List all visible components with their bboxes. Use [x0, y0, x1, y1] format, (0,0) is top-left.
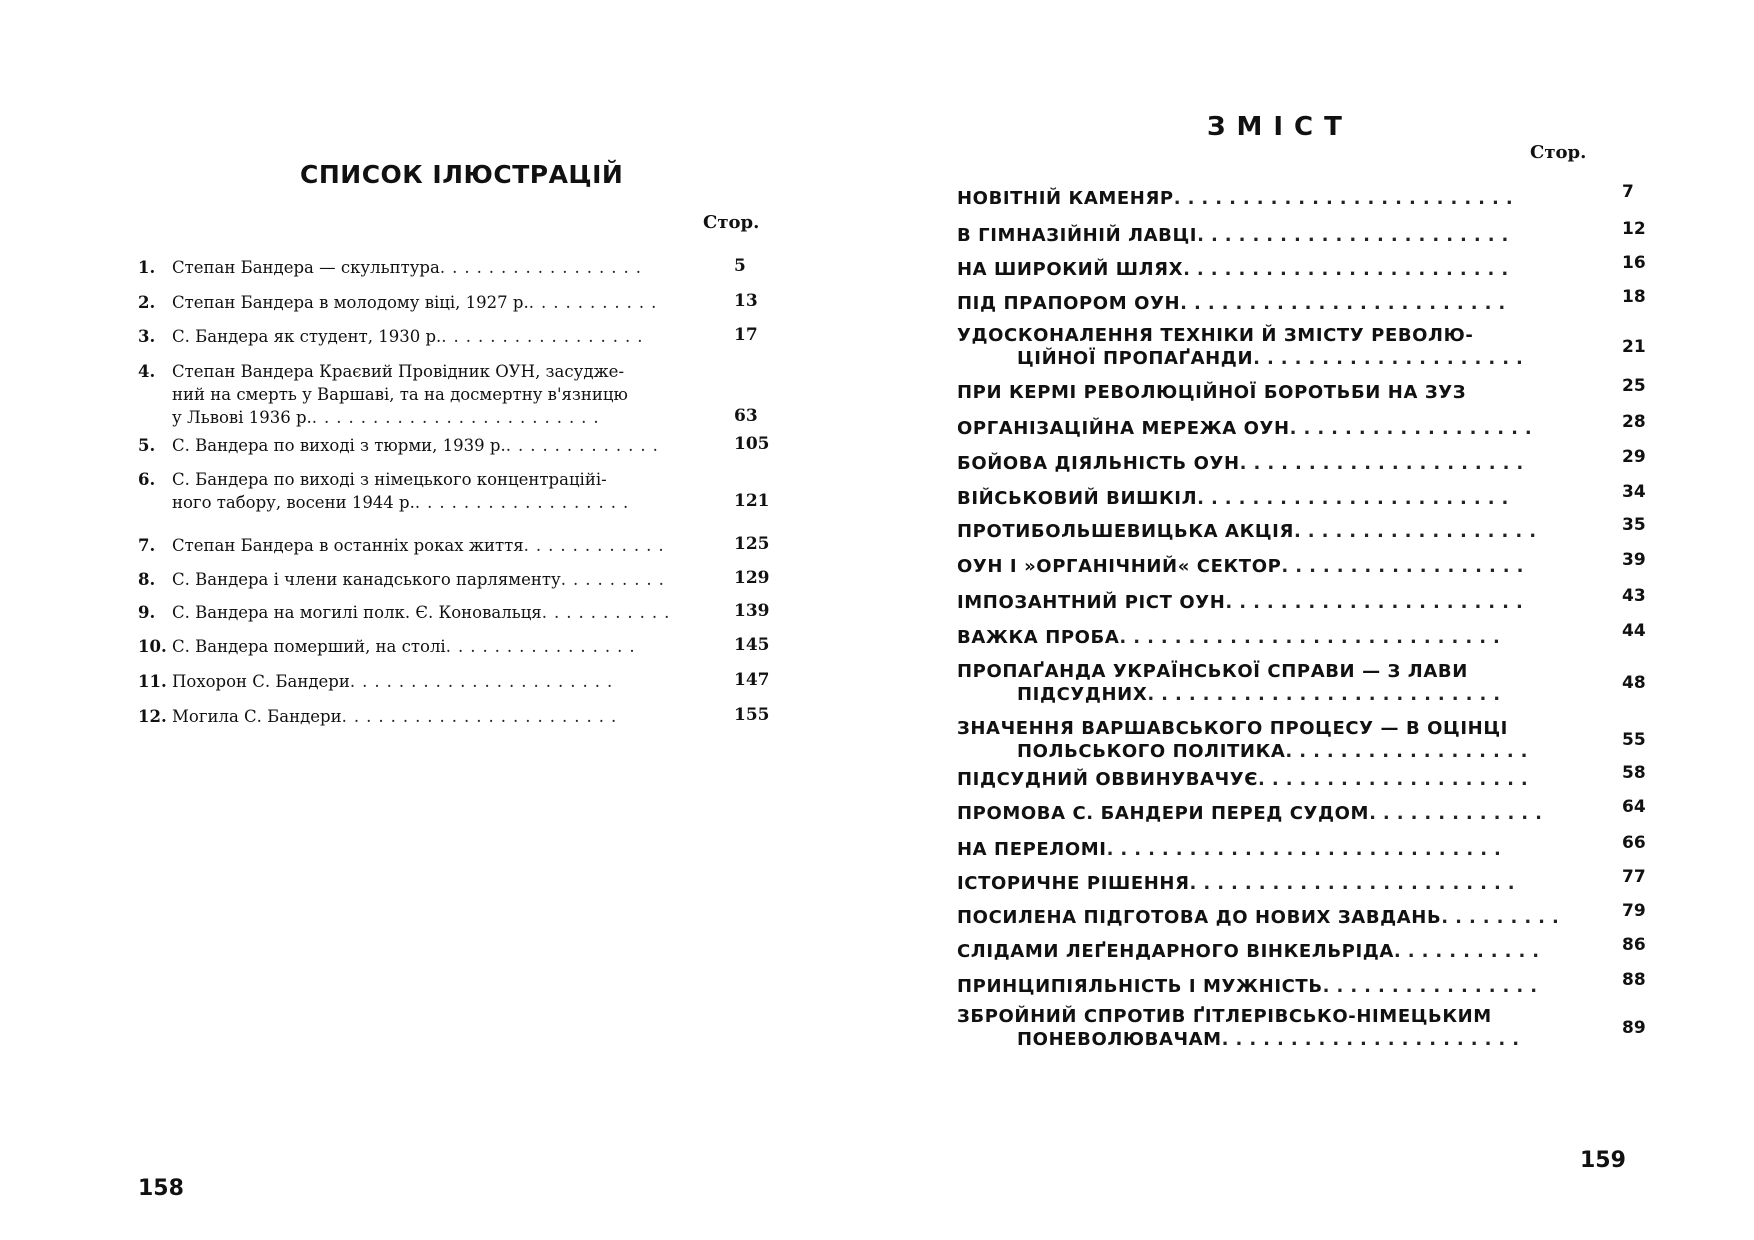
dot-leader: ........................ — [311, 408, 606, 427]
item-page-number: 79 — [1622, 901, 1646, 921]
dot-leader: .......................... — [1147, 684, 1508, 705]
item-page-number: 35 — [1622, 515, 1646, 535]
item-number: 3. — [138, 327, 156, 346]
item-page-number: 77 — [1622, 867, 1646, 887]
dot-leader: ...................... — [1225, 592, 1530, 613]
dot-leader: ................. — [441, 327, 650, 346]
item-title-line: ЗБРОЙНИЙ СПРОТИВ ҐІТЛЕРІВСЬКО-НІМЕЦЬКИМ — [957, 1006, 1492, 1027]
dot-leader: .................. — [1289, 418, 1539, 439]
item-title-line: УДОСКОНАЛЕННЯ ТЕХНІКИ Й ЗМІСТУ РЕВОЛЮ- — [957, 325, 1474, 346]
dot-leader: ......................... — [1173, 188, 1520, 209]
item-title-line: ПОСИЛЕНА ПІДГОТОВА ДО НОВИХ ЗАВДАНЬ......... — [957, 907, 1566, 928]
item-page-number: 7 — [1622, 182, 1634, 202]
dot-leader: .................. — [414, 493, 636, 512]
item-title-line: ПІДСУДНИХ.......................... — [1017, 684, 1508, 705]
item-number: 8. — [138, 570, 156, 589]
item-title-line: ний на смерть у Варшаві, та на досмертну в'язницю — [172, 385, 628, 404]
item-title-line: ВІЙСЬКОВИЙ ВИШКІЛ....................... — [957, 488, 1516, 509]
item-page-number: 55 — [1622, 729, 1646, 750]
item-title-line: В ГІМНАЗІЙНІЙ ЛАВЦІ....................... — [957, 225, 1516, 246]
dot-leader: ......... — [1441, 907, 1566, 928]
dot-leader: .................... — [1258, 769, 1535, 790]
item-page-number: 129 — [734, 568, 770, 588]
dot-leader: ......... — [560, 570, 671, 589]
page-number: 158 — [138, 1176, 184, 1201]
item-title-line: Степан Бандера — скульптура................. — [172, 258, 648, 277]
item-page-number: 34 — [1622, 482, 1646, 502]
item-page-number: 64 — [1622, 797, 1646, 817]
item-title-line: ІСТОРИЧНЕ РІШЕННЯ........................ — [957, 873, 1522, 894]
item-page-number: 17 — [734, 325, 758, 345]
item-title-line: С. Бандера як студент, 1930 р.................. — [172, 327, 650, 346]
item-title-line: ПРИНЦИПІЯЛЬНІСТЬ І МУЖНІСТЬ................ — [957, 976, 1545, 997]
dot-leader: .................. — [1281, 556, 1531, 577]
item-title-line: ПРОПАҐАНДА УКРАЇНСЬКОЇ СПРАВИ — З ЛАВИ — [957, 661, 1468, 682]
dot-leader: .................... — [1253, 348, 1530, 369]
item-title-line: С. Бандера по виході з німецького концентраційі- — [172, 470, 607, 489]
item-title-line: Похорон С. Бандери...................... — [172, 672, 620, 691]
item-title-line: ІМПОЗАНТНИЙ РІСТ ОУН...................... — [957, 592, 1530, 613]
item-title-line: БОЙОВА ДІЯЛЬНІСТЬ ОУН..................... — [957, 453, 1531, 474]
dot-leader: ...................... — [1221, 1029, 1527, 1050]
dot-leader: ................ — [445, 637, 642, 656]
dot-leader: ........................ — [1189, 873, 1522, 894]
dot-leader: ............ — [523, 536, 671, 555]
dot-leader: ............................. — [1106, 839, 1508, 860]
item-page-number: 88 — [1622, 970, 1646, 990]
item-title-line: НОВІТНІЙ КАМЕНЯР......................... — [957, 188, 1520, 209]
item-title-line: ПРИ КЕРМІ РЕВОЛЮЦІЙНОЇ БОРОТЬБИ НА ЗУЗ — [957, 382, 1467, 403]
page-column-label: Стор. — [1530, 142, 1587, 163]
page-title: ЗМІСТ — [1207, 112, 1353, 142]
dot-leader: ....................... — [341, 707, 624, 726]
item-page-number: 43 — [1622, 586, 1646, 606]
item-page-number: 86 — [1622, 935, 1646, 955]
item-title-line: у Львові 1936 р......................... — [172, 408, 606, 427]
item-page-number: 139 — [734, 601, 770, 621]
item-title-line: ЗНАЧЕННЯ ВАРШАВСЬКОГО ПРОЦЕСУ — В ОЦІНЦІ — [957, 718, 1508, 739]
item-title-line: ОРГАНІЗАЦІЙНА МЕРЕЖА ОУН.................. — [957, 418, 1539, 439]
item-title-line: НА ПЕРЕЛОМІ............................. — [957, 839, 1508, 860]
item-title-line: ПРОМОВА С. БАНДЕРИ ПЕРЕД СУДОМ............. — [957, 803, 1549, 824]
item-page-number: 147 — [734, 670, 770, 690]
item-page-number: 28 — [1622, 412, 1646, 432]
item-page-number: 16 — [1622, 253, 1646, 273]
item-page-number: 89 — [1622, 1017, 1646, 1038]
dot-leader: ....................... — [1197, 488, 1516, 509]
dot-leader: ........... — [528, 293, 664, 312]
item-title-line: Степан Бандера в молодому віці, 1927 р............ — [172, 293, 664, 312]
dot-leader: .................. — [1285, 741, 1535, 762]
item-title-line: НА ШИРОКИЙ ШЛЯХ........................ — [957, 259, 1516, 280]
item-page-number: 121 — [734, 491, 770, 511]
item-page-number: 48 — [1622, 672, 1646, 693]
item-title-line: ВАЖКА ПРОБА............................ — [957, 627, 1507, 648]
item-title-line: ЦІЙНОЇ ПРОПАҐАНДИ.................... — [1017, 348, 1530, 369]
item-page-number: 44 — [1622, 621, 1646, 641]
item-page-number: 105 — [734, 434, 770, 454]
item-title-line: С. Вандера по виході з тюрми, 1939 р.............. — [172, 436, 665, 455]
item-page-number: 13 — [734, 291, 758, 311]
dot-leader: ................. — [439, 258, 648, 277]
item-number: 9. — [138, 603, 156, 622]
dot-leader: ........................ — [1180, 293, 1513, 314]
item-title-line: ного табору, восени 1944 р................... — [172, 493, 636, 512]
dot-leader: ....................... — [1197, 225, 1516, 246]
dot-leader: ............. — [1369, 803, 1549, 824]
item-page-number: 29 — [1622, 447, 1646, 467]
item-number: 1. — [138, 258, 156, 277]
item-number: 2. — [138, 293, 156, 312]
item-page-number: 145 — [734, 635, 770, 655]
item-title-line: ПОНЕВОЛЮВАЧАМ...................... — [1017, 1029, 1527, 1050]
dot-leader: ............................ — [1119, 627, 1507, 648]
item-title-line: ПІД ПРАПОРОМ ОУН........................ — [957, 293, 1513, 314]
item-page-number: 63 — [734, 406, 758, 426]
item-title-line: СЛІДАМИ ЛЕҐЕНДАРНОГО ВІНКЕЛЬРІДА........... — [957, 941, 1547, 962]
item-page-number: 39 — [1622, 550, 1646, 570]
page-title: СПИСОК ІЛЮСТРАЦІЙ — [300, 160, 624, 189]
dot-leader: ........... — [1393, 941, 1547, 962]
item-title-line: Степан Бандера в останніх роках життя............ — [172, 536, 671, 555]
item-number: 10. — [138, 637, 167, 656]
dot-leader: ........................ — [1183, 259, 1516, 280]
item-page-number: 58 — [1622, 763, 1646, 783]
item-number: 7. — [138, 536, 156, 555]
page-number: 159 — [1580, 1148, 1626, 1173]
dot-leader: ................ — [1322, 976, 1545, 997]
dot-leader: ...................... — [349, 672, 620, 691]
item-number: 11. — [138, 672, 167, 691]
item-title-line: ОУН І »ОРГАНІЧНИЙ« СЕКТОР.................. — [957, 556, 1531, 577]
item-number: 4. — [138, 362, 156, 381]
item-page-number: 125 — [734, 534, 770, 554]
item-title-line: ПОЛЬСЬКОГО ПОЛІТИКА.................. — [1017, 741, 1535, 762]
item-page-number: 66 — [1622, 833, 1646, 853]
page-column-label: Стор. — [703, 212, 760, 233]
dot-leader: ............. — [505, 436, 665, 455]
item-title-line: С. Вандера на могилі полк. Є. Коновальця........... — [172, 603, 677, 622]
item-page-number: 25 — [1622, 376, 1646, 396]
item-page-number: 12 — [1622, 219, 1646, 239]
item-page-number: 21 — [1622, 336, 1646, 357]
item-number: 6. — [138, 470, 156, 489]
item-title-line: ПІДСУДНИЙ ОВВИНУВАЧУЄ.................... — [957, 769, 1535, 790]
item-title-line: Степан Вандера Краєвий Провідник ОУН, засудже- — [172, 362, 625, 381]
item-number: 12. — [138, 707, 167, 726]
dot-leader: .................. — [1293, 521, 1544, 542]
right-page — [877, 0, 1754, 1240]
item-number: 5. — [138, 436, 156, 455]
item-page-number: 155 — [734, 705, 770, 725]
item-title-line: С. Вандера і члени канадського парляменту......... — [172, 570, 671, 589]
item-title-line: С. Вандера померший, на столі................ — [172, 637, 642, 656]
item-page-number: 5 — [734, 256, 746, 276]
item-title-line: Могила С. Бандери....................... — [172, 707, 624, 726]
item-title-line: ПРОТИБОЛЬШЕВИЦЬКА АКЦІЯ.................. — [957, 521, 1544, 542]
dot-leader: ..................... — [1239, 453, 1531, 474]
dot-leader: ........... — [541, 603, 677, 622]
item-page-number: 18 — [1622, 287, 1646, 307]
